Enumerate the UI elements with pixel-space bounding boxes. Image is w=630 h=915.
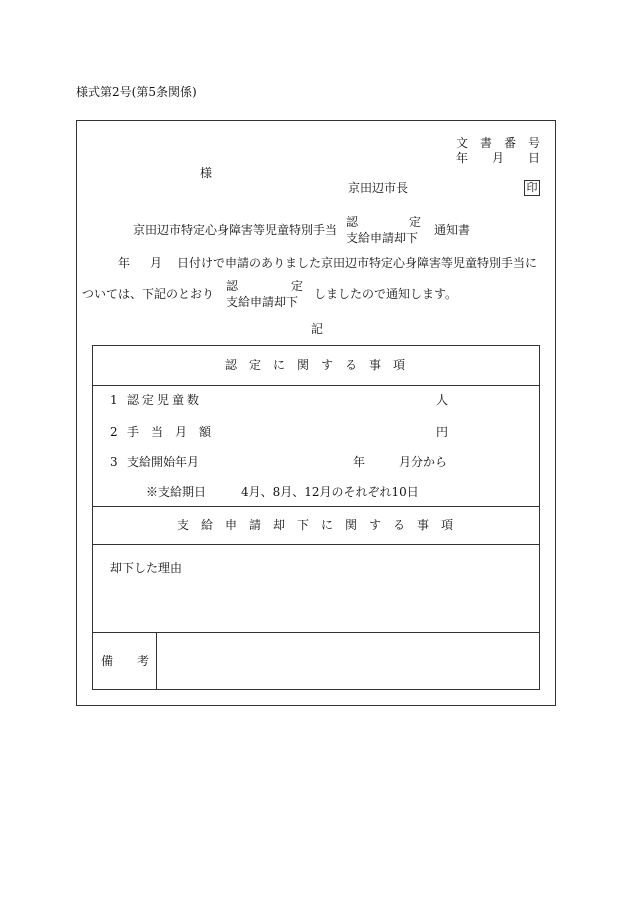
ki-heading: 記 [311, 322, 324, 336]
divider [156, 632, 157, 689]
body-month: 月 [150, 256, 163, 270]
title-suffix: 通知書 [434, 223, 471, 237]
item2-number: 2 [110, 425, 118, 439]
title-option-a-left: 認 [346, 215, 359, 229]
item3-label: 支給開始年月 [127, 455, 200, 469]
section2-heading: 支 給 申 請 却 下 に 関 す る 事 項 [176, 518, 453, 532]
body-line1-text: 日付けで申請のありました京田辺市特定心身障害等児童特別手当に [177, 256, 538, 270]
item3-unit: 月分から [399, 455, 448, 469]
item1-number: 1 [110, 393, 118, 407]
item3-year: 年 [353, 455, 366, 469]
seal-mark: 印 [524, 180, 540, 196]
body-line2-suffix: しましたので通知します。 [314, 287, 458, 301]
rejection-reason-label: 却下した理由 [110, 561, 183, 575]
body-year: 年 [118, 256, 131, 270]
item3-number: 3 [110, 455, 118, 469]
recipient-suffix: 様 [200, 166, 213, 180]
section2-heading-row [0, 519, 630, 531]
item1-unit: 人 [436, 393, 449, 407]
section1-heading-row [0, 359, 630, 371]
body-line2-prefix: ついては、下記のとおり [82, 287, 215, 301]
title-prefix: 京田辺市特定心身障害等児童特別手当 [133, 223, 338, 237]
date-label: 年 月 日 [456, 151, 541, 165]
item1-label: 認定児童数 [127, 393, 203, 407]
title-option-b: 支給申請却下 [346, 231, 419, 245]
divider [92, 506, 540, 507]
divider [92, 632, 540, 633]
title-option-a-right: 定 [409, 215, 422, 229]
payment-date-value: 4月、8月、12月のそれぞれ10日 [241, 485, 419, 499]
item2-unit: 円 [436, 425, 449, 439]
section1-heading: 認 定 に 関 す る 事 項 [224, 358, 405, 372]
form-label: 様式第2号(第5条関係) [76, 85, 197, 99]
document-number-label: 文 書 番 号 [456, 136, 541, 150]
body-option-b: 支給申請却下 [226, 295, 299, 309]
item2-label: 手 当 月 額 [127, 425, 212, 439]
remarks-label: 備 考 [101, 654, 150, 668]
body-option-a-right: 定 [291, 279, 304, 293]
divider [92, 385, 540, 386]
payment-date-label: ※支給期日 [146, 485, 207, 499]
body-option-a-left: 認 [226, 279, 239, 293]
divider [92, 544, 540, 545]
sender-name: 京田辺市長 [348, 181, 409, 195]
